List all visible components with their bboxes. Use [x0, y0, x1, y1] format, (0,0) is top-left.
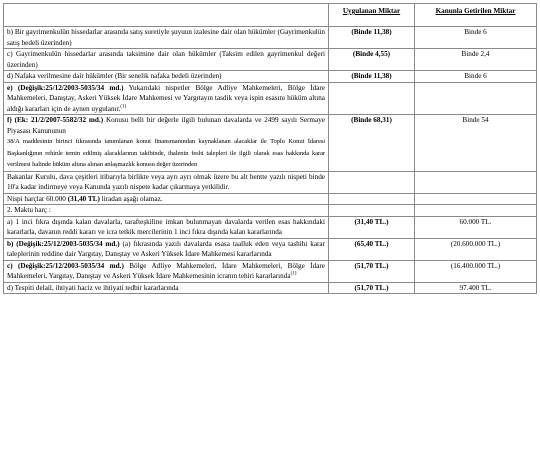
table-row	[4, 115, 537, 172]
amendment-reference: c) (Değişik:25/12/2003-5035/34 md.)	[7, 261, 124, 270]
row-description: d) Tespiti delail, ihtiyati haciz ve ihtiyati tedbir kararlarında	[4, 282, 329, 294]
applied-amount	[329, 171, 415, 193]
applied-amount: (51,70 TL.)	[329, 282, 415, 294]
table-row	[4, 49, 537, 71]
table-row	[4, 71, 537, 83]
law-amount	[415, 193, 537, 205]
table-row	[4, 171, 537, 193]
row-description: Bakanlar Kurulu, dava çeşitleri itibarıyla birlikte veya ayrı ayrı olmak üzere bu alt bentte yazılı nispeti binde 10'a kadar indirmeye veya Kanunda yazılı nispete kadar çıkarmaya yetkilidir.	[4, 171, 329, 193]
amendment-reference: f) (Ek: 21/2/2007-5582/32 md.)	[7, 116, 104, 124]
amendment-reference: e) (Değişik:25/12/2003-5035/34 md.)	[7, 83, 124, 92]
applied-amount: (65,40 TL.)	[329, 238, 415, 260]
applied-amount	[329, 205, 415, 217]
table-row	[4, 238, 537, 260]
law-amount: Binde 54	[415, 115, 537, 172]
row-description	[4, 82, 329, 115]
table-row	[4, 260, 537, 282]
law-amount	[415, 171, 537, 193]
header-law-amount: Kanunla Getirilen Miktar	[415, 4, 537, 27]
footnote-marker: (1)	[290, 271, 297, 277]
law-amount: 97.400 TL.	[415, 282, 537, 294]
row-description: c) Gayrimenkulün hissedarlar arasında taksimine dair olan hükümler (Taksim edilen gayrimenkul değeri üzerinden)	[4, 49, 329, 71]
table-row	[4, 27, 537, 49]
row-description: b) Bir gayrimenkulün hissedarlar arasında satış suretiyle şuyuun izalesine dair olan hükümler (Gayrimenkulün satış bedeli üzerinden)	[4, 27, 329, 49]
converted-amount: (31,40 TL)	[67, 194, 100, 203]
applied-amount: (Binde 4,55)	[329, 49, 415, 71]
applied-amount: (Binde 68,31)	[329, 115, 415, 172]
applied-amount: (31,40 TL.)	[329, 216, 415, 238]
row-description	[4, 260, 329, 282]
law-amount: Binde 2,4	[415, 49, 537, 71]
row-text: Yukarıdaki nispetler Bölge Adliye Mahkemeleri, Bölge İdare Mahkemeleri, Danıştay, Askeri Yüksek İdare Mahkemesi ve Yargıtayın tasdik veya ispin esasını hüküm altına aldığı kararları için de aynen uygulanır.	[7, 83, 325, 113]
table-row	[4, 193, 537, 205]
row-text-end: liradan aşağı olamaz.	[99, 194, 163, 203]
row-text: Konusu belli bir değerle ilgili bulunan davalarda ve 2499 sayılı Sermaye Piyasası Kanununun	[7, 116, 325, 135]
applied-amount	[329, 193, 415, 205]
row-text: (a) fıkrasında yazılı davalarda esasa taalluk eden veya tashihi karar taleplerinin reddine dair Yargıtay, Danıştay ve Askeri Yüksek İdare Mahkemesi kararlarında	[7, 239, 325, 258]
table-row	[4, 205, 537, 217]
header-applied-amount: Uygulanan Miktar	[329, 4, 415, 27]
applied-amount: (51,70 TL.)	[329, 260, 415, 282]
table-row	[4, 282, 537, 294]
applied-amount: (Binde 11,38)	[329, 27, 415, 49]
row-description	[4, 193, 329, 205]
law-amount	[415, 82, 537, 115]
table-header-row	[4, 4, 537, 27]
row-description: d) Nafaka verilmesine dair hükümler (Bir senelik nafaka bedeli üzerinden)	[4, 71, 329, 83]
row-description	[4, 238, 329, 260]
applied-amount	[329, 82, 415, 115]
row-description	[4, 115, 329, 172]
law-amount: (20.600.000 TL.)	[415, 238, 537, 260]
law-amount: (16.400.000 TL.)	[415, 260, 537, 282]
footnote-marker: (1)	[120, 104, 127, 110]
row-text-continued: 38/A maddesinin birinci fıkrasında tanımlanan konut finansmanından kaynaklanan alacaklar ile Toplu Konut İdaresi Başkanlığının rehinle temin edilmiş alacaklarının takibinde, ihalenin feshi talepleri ile ilgili olarak esas hakkında karar verilmesi halinde hüküm altına alınan anlaşmazlık konusu değer üzerinden	[7, 138, 325, 168]
table-row	[4, 82, 537, 115]
header-description	[4, 4, 329, 27]
law-amount: 60.000 TL.	[415, 216, 537, 238]
law-amount: Binde 6	[415, 27, 537, 49]
row-text: Bölge Adliye Mahkemeleri, İdare Mahkemeleri, Bölge İdare Mahkemeleri, Yargıtay, Danıştay ve Askeri Yüksek İdare Mahkemesinin icranın tehiri kararlarında	[7, 261, 325, 280]
table-row	[4, 216, 537, 238]
law-amount	[415, 205, 537, 217]
law-amount: Binde 6	[415, 71, 537, 83]
section-heading: 2. Maktu harç :	[4, 205, 329, 217]
row-text: Nispi harçlar 60.000	[7, 194, 68, 203]
amendment-reference: b) (Değişik:25/12/2003-5035/34 md.)	[7, 239, 120, 248]
fee-tariff-table	[3, 3, 537, 294]
row-description: a) 1 inci fıkra dışında kalan davalarla, tarafteşkiline imkan bulunmayan davalarda verilen esas hakkındaki kararlarla, davanın reddi kararı ve icra tetkik mercilerinin 1 inci fıkra dışında kalan kararlarında	[4, 216, 329, 238]
applied-amount: (Binde 11,38)	[329, 71, 415, 83]
